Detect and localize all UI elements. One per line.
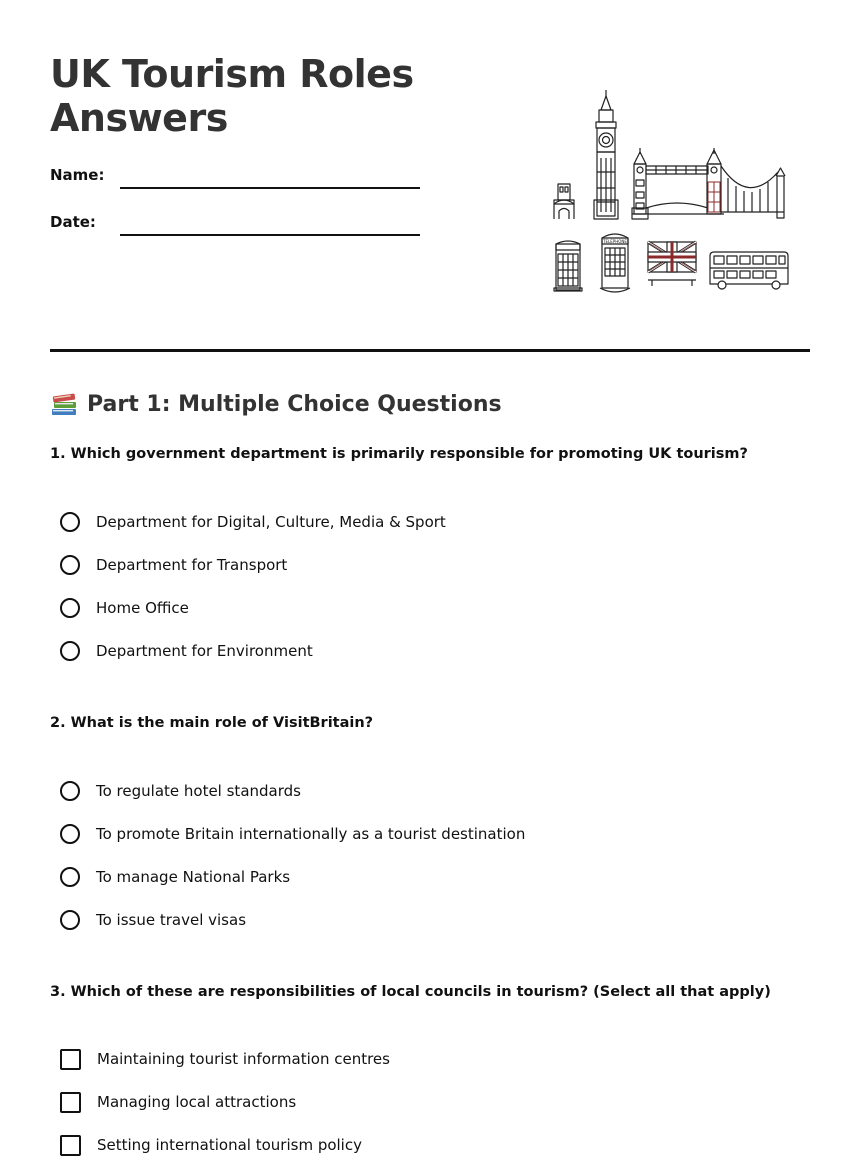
telephone-kiosk-icon (600, 234, 630, 292)
date-field[interactable] (120, 234, 420, 236)
title-line-2: Answers (50, 96, 228, 140)
name-field[interactable] (120, 187, 420, 189)
question-1: 1. Which government department is primarily responsible for promoting UK tourism? (50, 446, 748, 462)
option-label: To regulate hotel standards (96, 782, 301, 800)
section-heading (50, 388, 502, 420)
q1-option-1[interactable] (60, 509, 446, 535)
name-label: Name: (50, 166, 105, 184)
radio-button[interactable] (60, 555, 80, 575)
option-label: Home Office (96, 599, 189, 617)
radio-button[interactable] (60, 512, 80, 532)
q1-option-4[interactable] (60, 638, 313, 664)
option-label: Department for Digital, Culture, Media & Sport (96, 513, 446, 531)
option-label: To manage National Parks (96, 868, 291, 886)
double-decker-bus-icon (710, 252, 788, 289)
books-icon (50, 390, 78, 418)
big-ben-icon (594, 90, 618, 219)
option-label: To promote Britain internationally as a tourist destination (96, 825, 526, 843)
q1-option-2[interactable] (60, 552, 287, 578)
radio-button[interactable] (60, 910, 80, 930)
checkbox[interactable] (60, 1049, 81, 1070)
london-illustration (548, 88, 792, 296)
svg-text:TELEPHONE: TELEPHONE (603, 239, 627, 244)
date-label: Date: (50, 213, 96, 231)
radio-button[interactable] (60, 781, 80, 801)
q2-option-3[interactable] (60, 864, 290, 890)
radio-button[interactable] (60, 598, 80, 618)
title-line-1: UK Tourism Roles (50, 52, 414, 96)
option-label: Department for Environment (96, 642, 313, 660)
phone-box-accent (708, 182, 720, 212)
header-divider (50, 349, 810, 352)
radio-button[interactable] (60, 641, 80, 661)
q3-option-3[interactable] (60, 1132, 362, 1158)
radio-button[interactable] (60, 867, 80, 887)
radio-button[interactable] (60, 824, 80, 844)
question-2: 2. What is the main role of VisitBritain? (50, 715, 374, 731)
union-flag-icon (648, 242, 696, 286)
option-label: Setting international tourism policy (97, 1136, 362, 1154)
option-label: Department for Transport (96, 556, 288, 574)
q1-option-3[interactable] (60, 595, 189, 621)
checkbox[interactable] (60, 1135, 81, 1156)
section-title: Part 1: Multiple Choice Questions (87, 391, 502, 417)
option-label: Maintaining tourist information centres (97, 1050, 390, 1068)
checkbox[interactable] (60, 1092, 81, 1113)
q2-option-1[interactable] (60, 778, 301, 804)
option-label: To issue travel visas (96, 911, 247, 929)
phone-box-icon (554, 241, 582, 291)
page-title (50, 52, 414, 140)
option-label: Managing local attractions (97, 1093, 297, 1111)
small-tower-icon (554, 184, 574, 219)
q2-option-4[interactable] (60, 907, 246, 933)
question-3: 3. Which of these are responsibilities of local councils in tourism? (Select all that apply) (50, 984, 771, 1000)
q2-option-2[interactable] (60, 821, 525, 847)
q3-option-2[interactable] (60, 1089, 296, 1115)
q3-option-1[interactable] (60, 1046, 390, 1072)
